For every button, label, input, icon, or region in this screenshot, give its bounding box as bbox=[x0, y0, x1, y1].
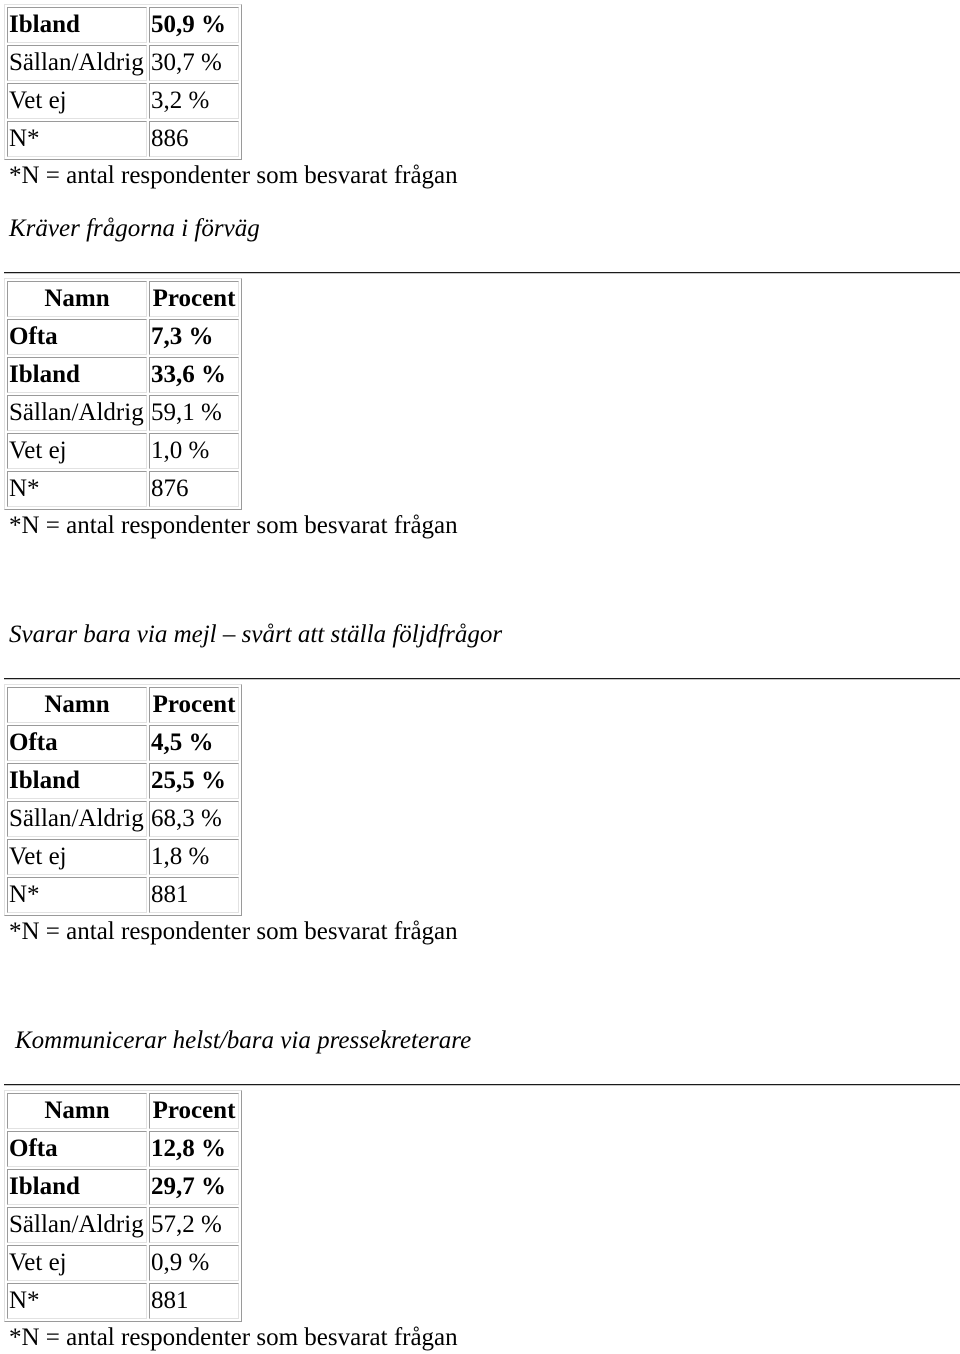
horizontal-rule bbox=[4, 678, 960, 680]
results-table bbox=[4, 1090, 242, 1322]
row-label: N* bbox=[7, 471, 147, 507]
table-row bbox=[7, 1245, 239, 1281]
row-value: 3,2 % bbox=[149, 83, 239, 119]
row-value: 29,7 % bbox=[149, 1169, 239, 1205]
column-header-percent: Procent bbox=[149, 281, 239, 317]
column-header-name: Namn bbox=[7, 1093, 147, 1129]
footnote: *N = antal respondenter som besvarat frågan bbox=[9, 1324, 458, 1351]
row-value: 1,0 % bbox=[149, 433, 239, 469]
row-label: Ofta bbox=[7, 1131, 147, 1167]
row-label: N* bbox=[7, 121, 147, 157]
footnote: *N = antal respondenter som besvarat frågan bbox=[9, 162, 458, 189]
row-value: 57,2 % bbox=[149, 1207, 239, 1243]
row-value: 0,9 % bbox=[149, 1245, 239, 1281]
row-value: 33,6 % bbox=[149, 357, 239, 393]
table-row bbox=[7, 357, 239, 393]
row-value: 881 bbox=[149, 877, 239, 913]
table-row bbox=[7, 7, 239, 43]
row-value: 7,3 % bbox=[149, 319, 239, 355]
section-heading: Kommunicerar helst/bara via pressekreterare bbox=[15, 1027, 472, 1054]
column-header-percent: Procent bbox=[149, 687, 239, 723]
row-label: Sällan/Aldrig bbox=[7, 395, 147, 431]
row-value: 4,5 % bbox=[149, 725, 239, 761]
section-svarar-via-mejl bbox=[4, 620, 960, 947]
header-row bbox=[7, 687, 239, 723]
header-row bbox=[7, 281, 239, 317]
header-row bbox=[7, 1093, 239, 1129]
table-row bbox=[7, 763, 239, 799]
row-value: 876 bbox=[149, 471, 239, 507]
results-table bbox=[4, 4, 242, 160]
row-label: Sällan/Aldrig bbox=[7, 801, 147, 837]
table-row bbox=[7, 1207, 239, 1243]
section-pressekreterare bbox=[4, 1026, 960, 1353]
footnote: *N = antal respondenter som besvarat frågan bbox=[9, 918, 458, 945]
table-row bbox=[7, 121, 239, 157]
section-kraver-fragorna bbox=[4, 214, 960, 541]
row-value: 59,1 % bbox=[149, 395, 239, 431]
table-row bbox=[7, 1283, 239, 1319]
row-label: Sällan/Aldrig bbox=[7, 45, 147, 81]
table-row bbox=[7, 471, 239, 507]
results-table bbox=[4, 684, 242, 916]
table-row bbox=[7, 1131, 239, 1167]
table-row bbox=[7, 877, 239, 913]
section-heading: Kräver frågorna i förväg bbox=[9, 215, 260, 242]
row-label: N* bbox=[7, 877, 147, 913]
section-continued-results bbox=[4, 4, 960, 191]
column-header-name: Namn bbox=[7, 281, 147, 317]
horizontal-rule bbox=[4, 1084, 960, 1086]
table-row bbox=[7, 45, 239, 81]
row-label: Vet ej bbox=[7, 1245, 147, 1281]
table-row bbox=[7, 433, 239, 469]
row-label: Vet ej bbox=[7, 839, 147, 875]
row-label: Vet ej bbox=[7, 433, 147, 469]
row-label: Vet ej bbox=[7, 83, 147, 119]
row-value: 30,7 % bbox=[149, 45, 239, 81]
row-value: 1,8 % bbox=[149, 839, 239, 875]
row-value: 50,9 % bbox=[149, 7, 239, 43]
row-label: Ibland bbox=[7, 7, 147, 43]
table-row bbox=[7, 839, 239, 875]
row-label: Ibland bbox=[7, 1169, 147, 1205]
table-row bbox=[7, 801, 239, 837]
table-row bbox=[7, 725, 239, 761]
table-row bbox=[7, 1169, 239, 1205]
horizontal-rule bbox=[4, 272, 960, 274]
footnote: *N = antal respondenter som besvarat frågan bbox=[9, 512, 458, 539]
table-row bbox=[7, 395, 239, 431]
row-value: 881 bbox=[149, 1283, 239, 1319]
results-table bbox=[4, 278, 242, 510]
column-header-name: Namn bbox=[7, 687, 147, 723]
table-row bbox=[7, 83, 239, 119]
row-label: Ofta bbox=[7, 319, 147, 355]
row-value: 886 bbox=[149, 121, 239, 157]
table-row bbox=[7, 319, 239, 355]
section-heading: Svarar bara via mejl – svårt att ställa följdfrågor bbox=[9, 621, 503, 648]
row-label: Ibland bbox=[7, 763, 147, 799]
row-value: 25,5 % bbox=[149, 763, 239, 799]
row-value: 68,3 % bbox=[149, 801, 239, 837]
row-value: 12,8 % bbox=[149, 1131, 239, 1167]
row-label: Ofta bbox=[7, 725, 147, 761]
row-label: N* bbox=[7, 1283, 147, 1319]
row-label: Sällan/Aldrig bbox=[7, 1207, 147, 1243]
column-header-percent: Procent bbox=[149, 1093, 239, 1129]
row-label: Ibland bbox=[7, 357, 147, 393]
